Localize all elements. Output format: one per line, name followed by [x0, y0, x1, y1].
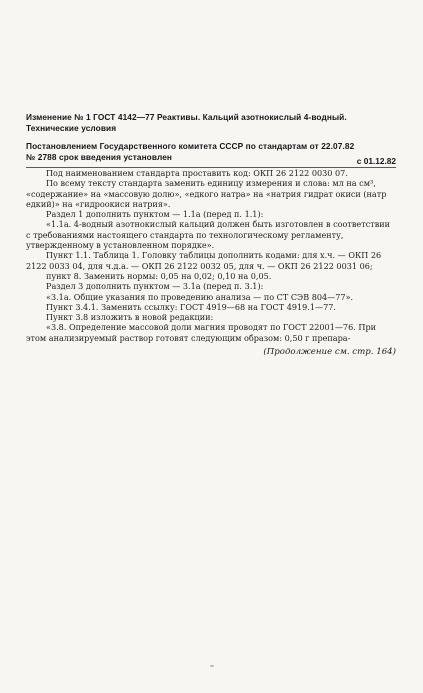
paragraph-3-1a: «3.1а. Общие указания по проведению анализа — по СТ СЭВ 804—77».	[46, 291, 354, 302]
paragraph-3-8: «3.8. Определение массовой доли магния проводят по ГОСТ 22001—76. При этом анализируемый раствор готовят следующим образом: 0,50 г препара-	[26, 322, 377, 343]
paragraph-section3: Раздел 3 дополнить пунктом — 3.1а (перед п. 3.1):	[46, 281, 264, 292]
paragraph-item8: пункт 8. Заменить нормы: 0,05 на 0,02; 0,10 на 0,05.	[46, 270, 272, 281]
amendment-title	[26, 112, 398, 133]
resolution-line-1: Постановлением Государственного комитета СССР по стандартам от 22.07.82	[26, 141, 355, 151]
paragraph-3-8-intro: Пункт 3.8 изложить в новой редакции:	[46, 312, 214, 323]
paragraph-1-1a: «1.1а. 4-водный азотнокислый кальций должен быть изготовлен в соответствии с требованиями настоящего стандарта по технологическому регламенту, утвержденному в установленном порядке».	[26, 219, 391, 251]
paragraph-3-4-1: Пункт 3.4.1. Заменить ссылку: ГОСТ 4919—68 на ГОСТ 4919.1—77.	[46, 301, 336, 312]
paragraph-code: Под наименованием стандарта проставить код: ОКП 26 2122 0030 07.	[46, 168, 348, 178]
resolution-title	[26, 141, 398, 162]
continuation-note: (Продолжение см. стр. 164)	[263, 347, 396, 357]
paragraph-table1: Пункт 1.1. Таблица 1. Головку таблицы дополнить кодами: для х.ч. — ОКП 26 2122 0033 04, для ч.д.а. — ОКП 26 2122 0032 05, для ч. — ОКП 26 2122 0031 06;	[26, 250, 382, 271]
title-line-2: Технические условия	[26, 122, 117, 133]
amendment-body	[26, 168, 396, 343]
paragraph-section1: Раздел 1 дополнить пунктом — 1.1а (перед п. 1.1):	[46, 209, 264, 220]
title-line-1: Изменение № 1 ГОСТ 4142—77 Реактивы. Кальций азотнокислый 4-водный.	[26, 112, 347, 122]
paragraph-units: По всему тексту стандарта заменить единицу измерения и слова: мл на см³, «содержание» на «массовую долю», «едкого натра» на «натрия гидрат окиси (натр едкий)» на «гидроокиси натрия».	[26, 178, 387, 209]
scan-speck	[210, 665, 214, 667]
resolution-line-2: № 2788 срок введения установлен	[26, 151, 173, 162]
effective-date: с 01.12.82	[356, 156, 396, 166]
